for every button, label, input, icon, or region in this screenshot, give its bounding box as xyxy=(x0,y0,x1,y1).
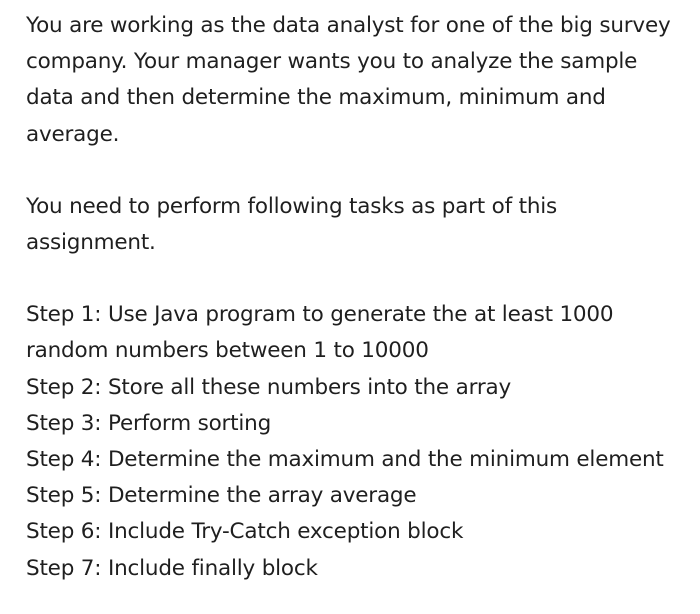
step-7: Step 7: Include finally block xyxy=(26,555,318,581)
paragraph-spacer xyxy=(26,153,676,189)
step-2: Step 2: Store all these numbers into the array xyxy=(26,374,511,400)
step-5: Step 5: Determine the array average xyxy=(26,483,417,509)
steps-list xyxy=(26,297,676,587)
tasks-intro-paragraph: You need to perform following tasks as part of this assignment. xyxy=(26,193,558,256)
step-3: Step 3: Perform sorting xyxy=(26,410,272,436)
step-6: Step 6: Include Try-Catch exception block xyxy=(26,519,464,545)
step-1: Step 1: Use Java program to generate the at least 1000 random numbers between 1 to 10000 xyxy=(26,302,614,364)
intro-paragraph: You are working as the data analyst for one of the big survey company. Your manager wants you to analyze the sample data and then determine the maximum, minimum and average. xyxy=(26,13,671,147)
step-4: Step 4: Determine the maximum and the minimum element xyxy=(26,447,664,473)
paragraph-spacer xyxy=(26,261,676,297)
